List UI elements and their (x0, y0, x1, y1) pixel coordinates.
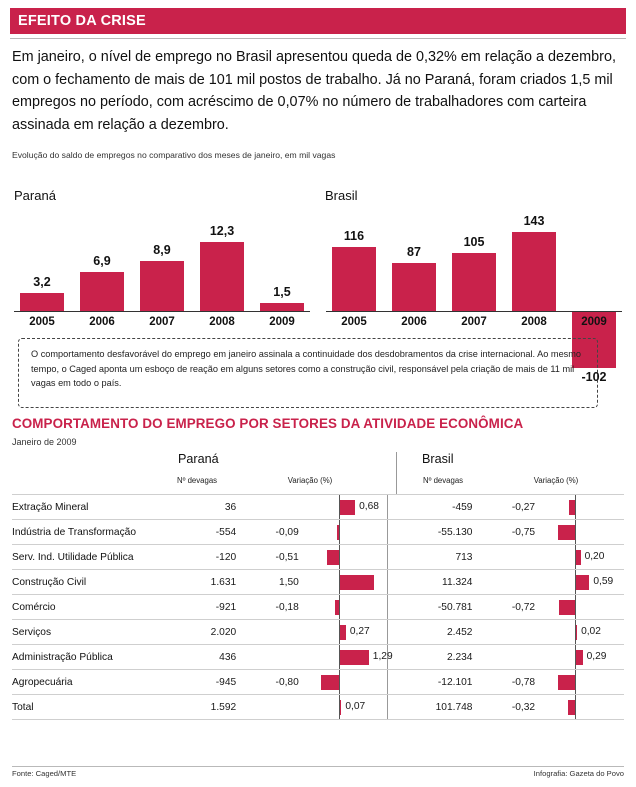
zero-line (575, 670, 576, 694)
chart-label-brasil: Brasil (325, 188, 358, 203)
cell-brasil-variacao: -0,78 (472, 670, 535, 695)
cell-parana-variacao: -0,51 (236, 545, 299, 570)
cell-parana-vagas: 2.020 (161, 620, 236, 645)
callout-box: O comportamento desfavorável do emprego em janeiro assinala a continuidade dos desdobramentos da crise internacional. Ao mesmo tempo, o Caged aponta um esboço de reação em alguns setores como a construção civil, responsável pela criação de mais de 11 mil vagas em todo o país. (18, 338, 598, 408)
cell-brasil-vagas: -459 (398, 495, 473, 520)
cell-brasil-vagas: 2.234 (398, 645, 473, 670)
cell-parana-variacao (236, 495, 299, 520)
col-head-variacao-parana: Variação (%) (287, 476, 333, 485)
cell-divider (388, 520, 398, 545)
cell-parana-vagas: -120 (161, 545, 236, 570)
footer-credit: Infografia: Gazeta do Povo (533, 769, 624, 778)
cell-brasil-vagas: -12.101 (398, 670, 473, 695)
cell-brasil-variacao (472, 620, 535, 645)
variation-bar (321, 675, 339, 690)
parana-bar-2005 (20, 293, 64, 311)
cell-parana-variacao: -0,18 (236, 595, 299, 620)
parana-bar-2008 (200, 242, 244, 311)
parana-bar-2006 (80, 272, 124, 311)
table-row (12, 670, 624, 695)
variation-bar (337, 525, 339, 540)
col-head-vagas-parana: Nº devagas (176, 476, 218, 485)
header-divider (10, 38, 626, 39)
parana-value-2006: 6,9 (93, 254, 111, 269)
variation-bar (568, 700, 575, 715)
zero-line (575, 520, 576, 544)
brasil-value-2008: 143 (523, 214, 545, 229)
variation-bar (559, 600, 575, 615)
variation-bar (558, 675, 576, 690)
cell-parana-bar (299, 645, 393, 670)
brasil-year-2009: 2009 (581, 316, 607, 328)
parana-year-2008: 2008 (209, 316, 235, 328)
brasil-value-2007: 105 (463, 235, 485, 250)
cell-brasil-variacao: -0,72 (472, 595, 535, 620)
cell-parana-bar (299, 595, 388, 620)
brasil-year-2008: 2008 (521, 316, 547, 328)
brasil-year-2006: 2006 (401, 316, 427, 328)
cell-brasil-bar (535, 545, 624, 570)
page-title: EFEITO DA CRISE (18, 13, 146, 29)
parana-value-2005: 3,2 (33, 275, 51, 290)
zero-line (339, 520, 340, 544)
cell-parana-variacao: -0,09 (236, 520, 299, 545)
brasil-year-2005: 2005 (341, 316, 367, 328)
parana-value-2009: 1,5 (273, 284, 291, 299)
brasil-bar-2006 (392, 263, 436, 311)
brasil-year-2007: 2007 (461, 316, 487, 328)
cell-parana-vagas: 1.592 (161, 695, 236, 720)
cell-brasil-bar (535, 570, 624, 595)
zero-line (575, 495, 576, 519)
parana-year-2009: 2009 (269, 316, 295, 328)
brasil-bar-2008 (512, 232, 556, 311)
cell-divider (388, 695, 398, 720)
variation-bar (576, 575, 589, 590)
cell-sector: Serv. Ind. Utilidade Pública (12, 545, 161, 570)
table-row (12, 570, 624, 595)
cell-brasil-vagas: 101.748 (398, 695, 473, 720)
parana-year-2005: 2005 (29, 316, 55, 328)
cell-brasil-vagas: -55.130 (398, 520, 473, 545)
table-row (12, 695, 624, 720)
cell-parana-variacao (236, 620, 299, 645)
cell-divider (388, 670, 398, 695)
cell-divider (388, 495, 398, 520)
variation-bar (340, 650, 369, 665)
parana-axis (14, 311, 310, 312)
table-group-parana: Paraná (178, 452, 219, 466)
footer-source: Fonte: Caged/MTE (12, 769, 77, 778)
cell-brasil-variacao (472, 545, 535, 570)
variation-bar (558, 525, 575, 540)
zero-line (575, 595, 576, 619)
variation-bar-label: 0,27 (349, 626, 370, 637)
cell-parana-vagas: 36 (161, 495, 236, 520)
cell-parana-vagas: 436 (161, 645, 236, 670)
variation-bar (576, 625, 577, 640)
cell-parana-vagas: -921 (161, 595, 236, 620)
parana-value-2008: 12,3 (209, 224, 235, 239)
cell-sector: Agropecuária (12, 670, 161, 695)
brasil-value-2006: 87 (407, 245, 421, 260)
variation-bar-label: 0,68 (359, 501, 379, 512)
variation-bar-label: 0,20 (584, 551, 605, 562)
cell-sector: Construção Civil (12, 570, 161, 595)
cell-sector: Serviços (12, 620, 161, 645)
cell-parana-variacao (236, 645, 299, 670)
cell-brasil-variacao: -0,32 (472, 695, 535, 720)
cell-brasil-bar (535, 645, 624, 670)
zero-line (339, 595, 340, 619)
parana-year-2006: 2006 (89, 316, 115, 328)
cell-parana-variacao (236, 695, 299, 720)
cell-parana-vagas: 1.631 (161, 570, 236, 595)
table-group-brasil: Brasil (422, 452, 454, 466)
variation-bar-label: 0,59 (593, 576, 614, 587)
cell-brasil-bar (535, 495, 624, 520)
variation-bar (327, 550, 338, 565)
cell-brasil-bar (535, 695, 624, 720)
table-row (12, 645, 624, 670)
cell-brasil-bar (535, 520, 624, 545)
cell-divider (388, 595, 398, 620)
table-body (12, 494, 624, 720)
parana-bar-2007 (140, 261, 184, 311)
cell-parana-bar (299, 520, 388, 545)
table-header (12, 452, 624, 494)
cell-parana-variacao: -0,80 (236, 670, 299, 695)
cell-parana-bar (299, 545, 388, 570)
variation-bar (576, 550, 581, 565)
zero-line (339, 545, 340, 569)
table-row (12, 495, 624, 520)
table-row (12, 545, 624, 570)
zero-line (339, 670, 340, 694)
section-subtitle: Janeiro de 2009 (12, 437, 77, 447)
variation-bar-label: 0,07 (345, 701, 366, 712)
brasil-value-2009: -102 (581, 370, 607, 385)
brasil-axis (326, 311, 622, 312)
table-row (12, 595, 624, 620)
variation-bar-label: 0,29 (586, 651, 607, 662)
cell-parana-bar (299, 495, 388, 520)
zero-line (575, 695, 576, 719)
parana-bar-2009 (260, 303, 304, 311)
cell-parana-vagas: -945 (161, 670, 236, 695)
lead-paragraph: Em janeiro, o nível de emprego no Brasil apresentou queda de 0,32% em relação a dezembro, com o fechamento de mais de 101 mil postos de trabalho. Já no Paraná, foram criados 1,5 mil empregos no período, com acréscimo de 0,07% no número de trabalhadores com carteira assinada em relação a dezembro. (12, 49, 616, 133)
brasil-bar-2007 (452, 253, 496, 311)
header-bar (10, 8, 626, 34)
cell-brasil-bar (535, 670, 624, 695)
variation-bar (569, 500, 575, 515)
cell-divider (388, 570, 398, 595)
cell-sector: Comércio (12, 595, 161, 620)
col-head-variacao-brasil: Variação (%) (533, 476, 579, 485)
col-head-vagas-brasil: Nº devagas (422, 476, 464, 485)
brasil-value-2005: 116 (343, 229, 365, 244)
parana-value-2007: 8,9 (153, 243, 171, 258)
variation-bar (340, 700, 342, 715)
cell-brasil-variacao (472, 645, 535, 670)
variation-bar-label: 1,29 (372, 651, 393, 662)
cell-sector: Indústria de Transformação (12, 520, 161, 545)
cell-brasil-vagas: -50.781 (398, 595, 473, 620)
parana-year-2007: 2007 (149, 316, 175, 328)
cell-sector: Total (12, 695, 161, 720)
chart-subcaption: Evolução do saldo de empregos no comparativo dos meses de janeiro, em mil vagas (12, 150, 336, 160)
cell-brasil-variacao: -0,75 (472, 520, 535, 545)
cell-parana-vagas: -554 (161, 520, 236, 545)
cell-parana-bar (299, 670, 388, 695)
cell-sector: Administração Pública (12, 645, 161, 670)
cell-brasil-bar (535, 620, 624, 645)
cell-brasil-bar (535, 595, 624, 620)
variation-bar-label: 0,02 (581, 626, 601, 637)
footer-divider (12, 766, 624, 767)
cell-divider (388, 620, 398, 645)
table-group-divider (396, 452, 397, 494)
variation-bar (340, 500, 355, 515)
table-row (12, 520, 624, 545)
sector-table (12, 452, 624, 713)
variation-bar (340, 575, 374, 590)
table-row (12, 620, 624, 645)
variation-bar (576, 650, 583, 665)
variation-bar (340, 625, 346, 640)
section-title: COMPORTAMENTO DO EMPREGO POR SETORES DA ATIVIDADE ECONÔMICA (12, 416, 524, 431)
cell-brasil-variacao (472, 570, 535, 595)
cell-brasil-variacao: -0,27 (472, 495, 535, 520)
cell-brasil-vagas: 713 (398, 545, 473, 570)
cell-divider (388, 545, 398, 570)
cell-brasil-vagas: 2.452 (398, 620, 473, 645)
cell-brasil-vagas: 11.324 (398, 570, 473, 595)
cell-parana-bar (299, 620, 388, 645)
cell-parana-variacao: 1,50 (236, 570, 299, 595)
variation-bar (335, 600, 339, 615)
cell-parana-bar (299, 695, 388, 720)
cell-parana-bar (299, 570, 388, 595)
cell-sector: Extração Mineral (12, 495, 161, 520)
brasil-bar-2005 (332, 247, 376, 311)
chart-label-parana: Paraná (14, 188, 56, 203)
